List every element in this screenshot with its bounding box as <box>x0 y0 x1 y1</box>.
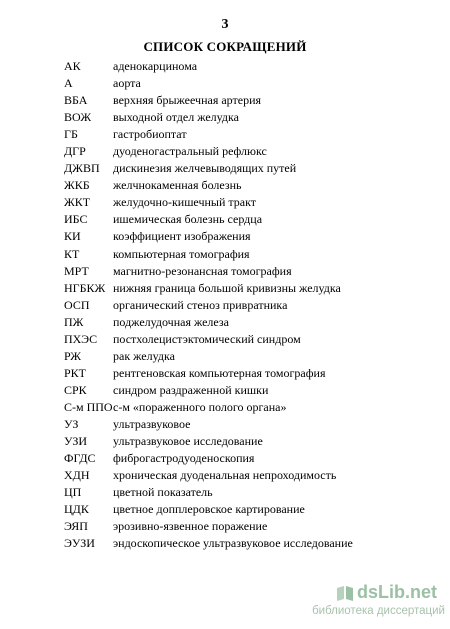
abbreviation-term: СРК <box>64 382 87 397</box>
abbreviation-row <box>64 467 434 484</box>
watermark <box>305 582 445 617</box>
abbreviation-definition: эндоскопическое ультразвуковое исследование <box>113 536 353 551</box>
page-number: 3 <box>221 17 229 32</box>
abbreviation-term: ВБА <box>64 93 88 108</box>
abbreviation-term: РКТ <box>64 365 87 380</box>
abbreviation-row <box>64 348 434 365</box>
abbreviation-term: ВОЖ <box>64 110 92 125</box>
abbreviation-definition: ультразвуковое <box>113 416 191 431</box>
abbreviation-term: КТ <box>64 246 80 261</box>
abbreviation-term: ЭУЗИ <box>64 536 95 551</box>
abbreviation-row <box>64 280 434 297</box>
abbreviation-row <box>64 92 434 109</box>
abbreviation-term: ЦП <box>64 485 82 500</box>
abbreviation-definition: хроническая дуоденальная непроходимость <box>113 468 337 483</box>
abbreviation-definition: нижняя граница большой кривизны желудка <box>113 280 341 295</box>
abbreviation-row <box>64 211 434 228</box>
abbreviation-row <box>64 365 434 382</box>
abbreviation-definition: желчнокаменная болезнь <box>113 178 242 193</box>
abbreviation-row <box>64 450 434 467</box>
abbreviation-definition: желудочно-кишечный тракт <box>113 195 257 210</box>
abbreviation-definition: компьютерная томография <box>113 246 250 261</box>
abbreviation-term: ЦДК <box>64 502 89 517</box>
abbreviation-definition: аденокарцинома <box>113 59 198 73</box>
abbreviation-row <box>64 75 434 92</box>
abbreviation-definition: поджелудочная железа <box>113 314 229 329</box>
abbreviation-definition: магнитно-резонансная томография <box>113 263 292 278</box>
abbreviation-definition: гастробиоптат <box>113 127 187 142</box>
abbreviation-row <box>64 58 434 75</box>
abbreviation-row <box>64 143 434 160</box>
abbreviation-definition: дуоденогастральный рефлюкс <box>113 144 267 159</box>
abbreviation-term: С-м ППО <box>64 399 113 414</box>
page-title: СПИСОК СОКРАЩЕНИЙ <box>143 39 307 54</box>
abbreviation-row <box>64 126 434 143</box>
abbreviation-term: ЖКБ <box>64 178 90 193</box>
abbreviation-row <box>64 160 434 177</box>
abbreviation-term: МРТ <box>64 263 89 278</box>
abbreviation-row <box>64 501 434 518</box>
abbreviation-row <box>64 314 434 331</box>
abbreviation-row <box>64 263 434 280</box>
abbreviation-definition: органический стеноз привратника <box>113 297 288 312</box>
abbreviation-term: ДЖВП <box>64 161 100 176</box>
watermark-name: dsLib.net <box>357 582 437 602</box>
abbreviation-definition: фиброгастродуоденоскопия <box>113 451 255 466</box>
abbreviation-term: ЭЯП <box>64 519 88 534</box>
abbreviation-term: УЗИ <box>64 434 88 449</box>
abbreviation-list <box>64 58 434 552</box>
abbreviation-row <box>64 399 434 416</box>
abbreviation-definition: коэффициент изображения <box>113 229 251 244</box>
abbreviation-row <box>64 109 434 126</box>
abbreviation-definition: постхолецистэктомический синдром <box>113 331 301 346</box>
abbreviation-row <box>64 382 434 399</box>
abbreviation-term: ПЖ <box>64 314 84 329</box>
abbreviation-row <box>64 331 434 348</box>
abbreviation-definition: эрозивно-язвенное поражение <box>113 519 268 534</box>
abbreviation-definition: цветной показатель <box>113 485 213 500</box>
abbreviation-term: А <box>64 76 73 91</box>
abbreviation-definition: с-м «пораженного полого органа» <box>113 399 287 414</box>
abbreviation-row <box>64 484 434 501</box>
abbreviation-term: ИБС <box>64 212 88 227</box>
abbreviation-term: КИ <box>64 229 81 244</box>
abbreviation-row <box>64 228 434 245</box>
abbreviation-definition: рак желудка <box>113 348 175 363</box>
abbreviation-term: ПХЭС <box>64 331 98 346</box>
abbreviation-row <box>64 177 434 194</box>
abbreviation-definition: ишемическая болезнь сердца <box>113 212 263 227</box>
abbreviation-term: УЗ <box>64 416 79 431</box>
abbreviation-definition: ультразвуковое исследование <box>113 434 263 449</box>
abbreviation-row <box>64 416 434 433</box>
abbreviation-definition: цветное допплеровское картирование <box>113 502 305 517</box>
abbreviation-definition: аорта <box>113 76 141 91</box>
abbreviation-term: АК <box>64 59 81 73</box>
abbreviation-term: ДГР <box>64 144 86 159</box>
abbreviation-term: ХДН <box>64 468 90 483</box>
book-icon <box>335 584 355 602</box>
abbreviation-row <box>64 297 434 314</box>
abbreviation-term: НГБКЖ <box>64 280 106 295</box>
abbreviation-definition: выходной отдел желудка <box>113 110 239 125</box>
abbreviation-row <box>64 246 434 263</box>
abbreviation-row <box>64 518 434 535</box>
abbreviation-term: ОСП <box>64 297 90 312</box>
abbreviation-row <box>64 194 434 211</box>
abbreviation-row <box>64 535 434 552</box>
watermark-subtitle: библиотека диссертаций <box>312 605 445 617</box>
abbreviation-definition: синдром раздраженной кишки <box>113 382 269 397</box>
abbreviation-definition: дискинезия желчевыводящих путей <box>113 161 297 176</box>
abbreviation-definition: рентгеновская компьютерная томография <box>113 365 326 380</box>
abbreviation-term: ФГДС <box>64 451 96 466</box>
abbreviation-term: ЖКТ <box>64 195 91 210</box>
abbreviation-term: РЖ <box>64 348 82 363</box>
abbreviation-row <box>64 433 434 450</box>
abbreviation-term: ГБ <box>64 127 78 142</box>
abbreviation-definition: верхняя брыжеечная артерия <box>113 93 262 108</box>
